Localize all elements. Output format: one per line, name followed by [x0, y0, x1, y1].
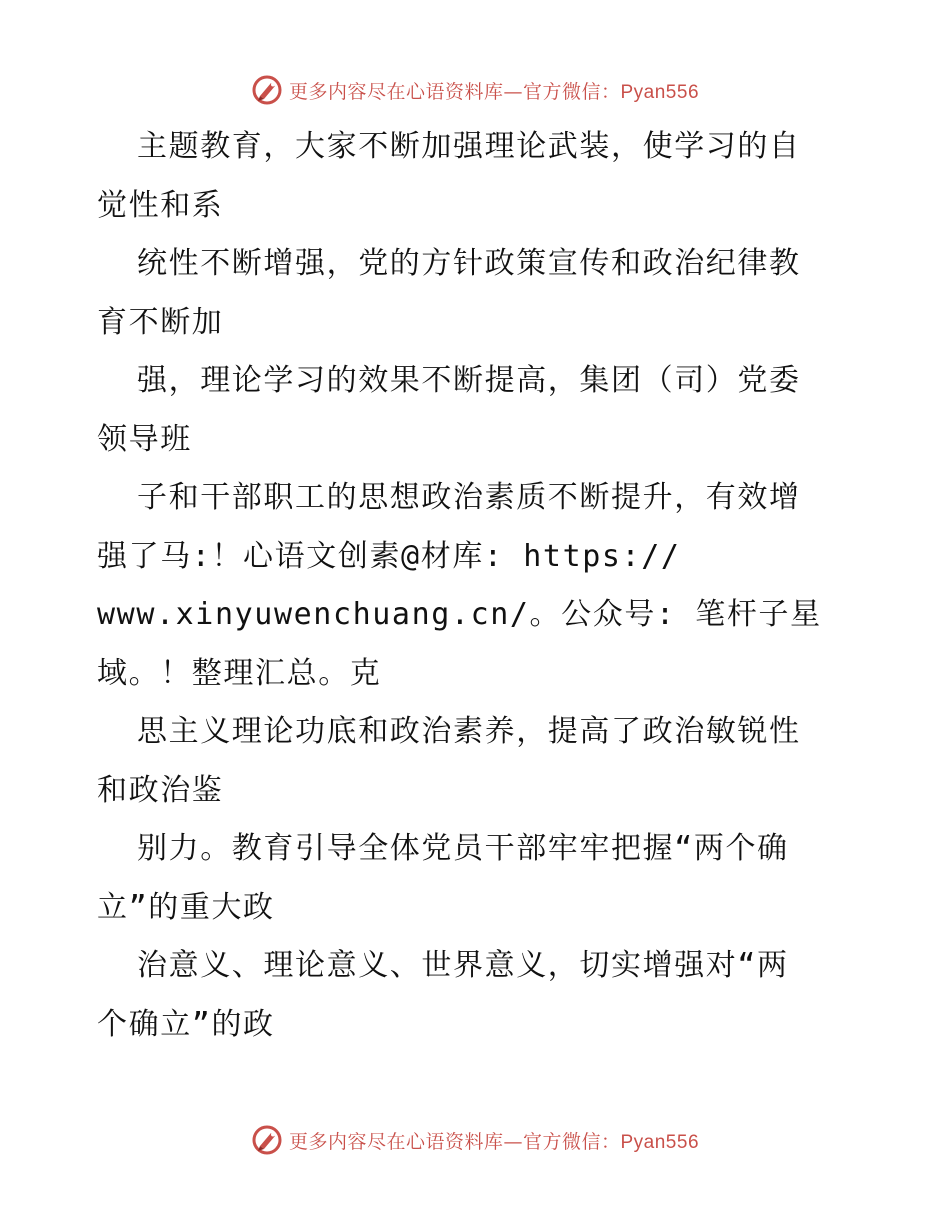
body-line: 个确立”的政	[97, 1006, 275, 1042]
document-body	[97, 118, 867, 1054]
footer-banner-wechat: 官方微信：Pyan556	[523, 1131, 700, 1153]
footer-banner-text	[289, 1127, 699, 1154]
body-line: 领导班	[97, 421, 192, 457]
body-line: 育不断加	[97, 304, 224, 340]
body-line: 子和干部职工的思想政治素质不断提升，有效增	[137, 480, 801, 515]
footer-banner-dash: —	[503, 1130, 523, 1153]
body-line: 域。！整理汇总。克	[97, 655, 382, 691]
body-line: 主题教育，大家不断加强理论武装，使学习的自	[137, 129, 801, 164]
body-line: 思主义理论功底和政治素养，提高了政治敏锐性	[137, 714, 801, 749]
body-line: 和政治鉴	[97, 772, 224, 808]
body-line: 强了马:！心语文创素@材库: https://	[97, 538, 681, 574]
body-line: 强，理论学习的效果不断提高，集团（司）党委	[137, 363, 801, 398]
body-line: 立”的重大政	[97, 889, 275, 925]
header-banner-main: 更多内容尽在心语资料库	[288, 80, 504, 103]
footer-banner-main: 更多内容尽在心语资料库	[288, 1130, 504, 1153]
body-line: 觉性和系	[97, 187, 224, 223]
body-line: 治意义、理论意义、世界意义，切实增强对“两	[137, 948, 789, 983]
header-banner-dash: —	[503, 80, 523, 103]
header-banner	[0, 70, 950, 110]
pen-logo-icon	[251, 74, 283, 106]
header-banner-text	[289, 77, 699, 104]
pen-logo-icon	[251, 1124, 283, 1156]
body-line: 别力。教育引导全体党员干部牢牢把握“两个确	[137, 831, 789, 866]
header-banner-wechat: 官方微信：Pyan556	[523, 81, 700, 103]
footer-banner	[0, 1120, 950, 1160]
body-line: 统性不断增强，党的方针政策宣传和政治纪律教	[137, 246, 801, 281]
body-line: www.xinyuwenchuang.cn/。公众号: 笔杆子星	[97, 597, 822, 632]
